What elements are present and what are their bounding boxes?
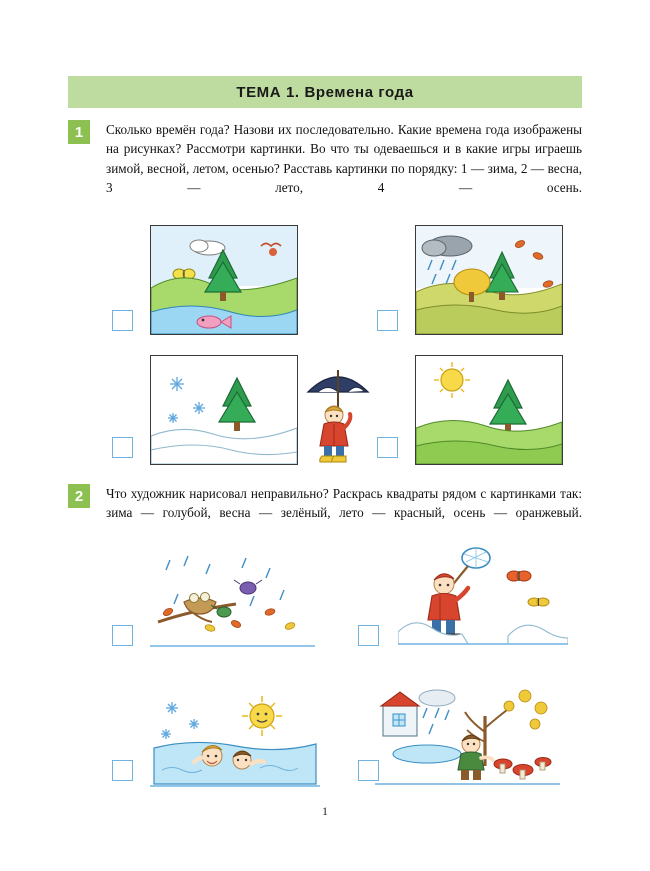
task-1-number: 1 — [68, 120, 90, 144]
illustration-child-with-umbrella — [300, 360, 376, 465]
illustration-winter-swimming-scene — [150, 690, 320, 790]
task-2-text: Что художник нарисовал неправильно? Раскрась квадраты рядом с картинками так: зима — голубой, весна — зелёный, лето — красный, осень — оранжевый. — [106, 486, 582, 521]
checkbox-task2-4[interactable] — [358, 760, 379, 781]
illustration-summer-scene — [415, 355, 563, 465]
illustration-winter-wrong-scene — [398, 540, 568, 650]
checkbox-task2-2[interactable] — [358, 625, 379, 646]
checkbox-task1-4[interactable] — [377, 437, 398, 458]
checkbox-task2-3[interactable] — [112, 760, 133, 781]
checkbox-task1-1[interactable] — [112, 310, 133, 331]
page-title: ТЕМА 1. Времена года — [236, 83, 414, 101]
illustration-spring-mushrooms-scene — [375, 680, 560, 790]
illustration-autumn-scene — [415, 225, 563, 335]
illustration-autumn-wrong-scene — [150, 550, 315, 650]
checkbox-task1-3[interactable] — [112, 437, 133, 458]
task-1-text: Сколько времён года? Назови их последовательно. Какие времена года изображены на рисунках? Рассмотри картинки. Во что ты одеваешься и в какие игры играешь зимой, весной, летом, осенью? Расставь картинки по порядку: 1 — зима, 2 — весна, 3 — лето, 4 — осень. — [106, 122, 582, 195]
illustration-spring-scene — [150, 225, 298, 335]
page-title-band — [68, 76, 582, 108]
task-2-number: 2 — [68, 484, 90, 508]
checkbox-task1-2[interactable] — [377, 310, 398, 331]
illustration-winter-scene — [150, 355, 298, 465]
checkbox-task2-1[interactable] — [112, 625, 133, 646]
page-number: 1 — [322, 804, 328, 818]
